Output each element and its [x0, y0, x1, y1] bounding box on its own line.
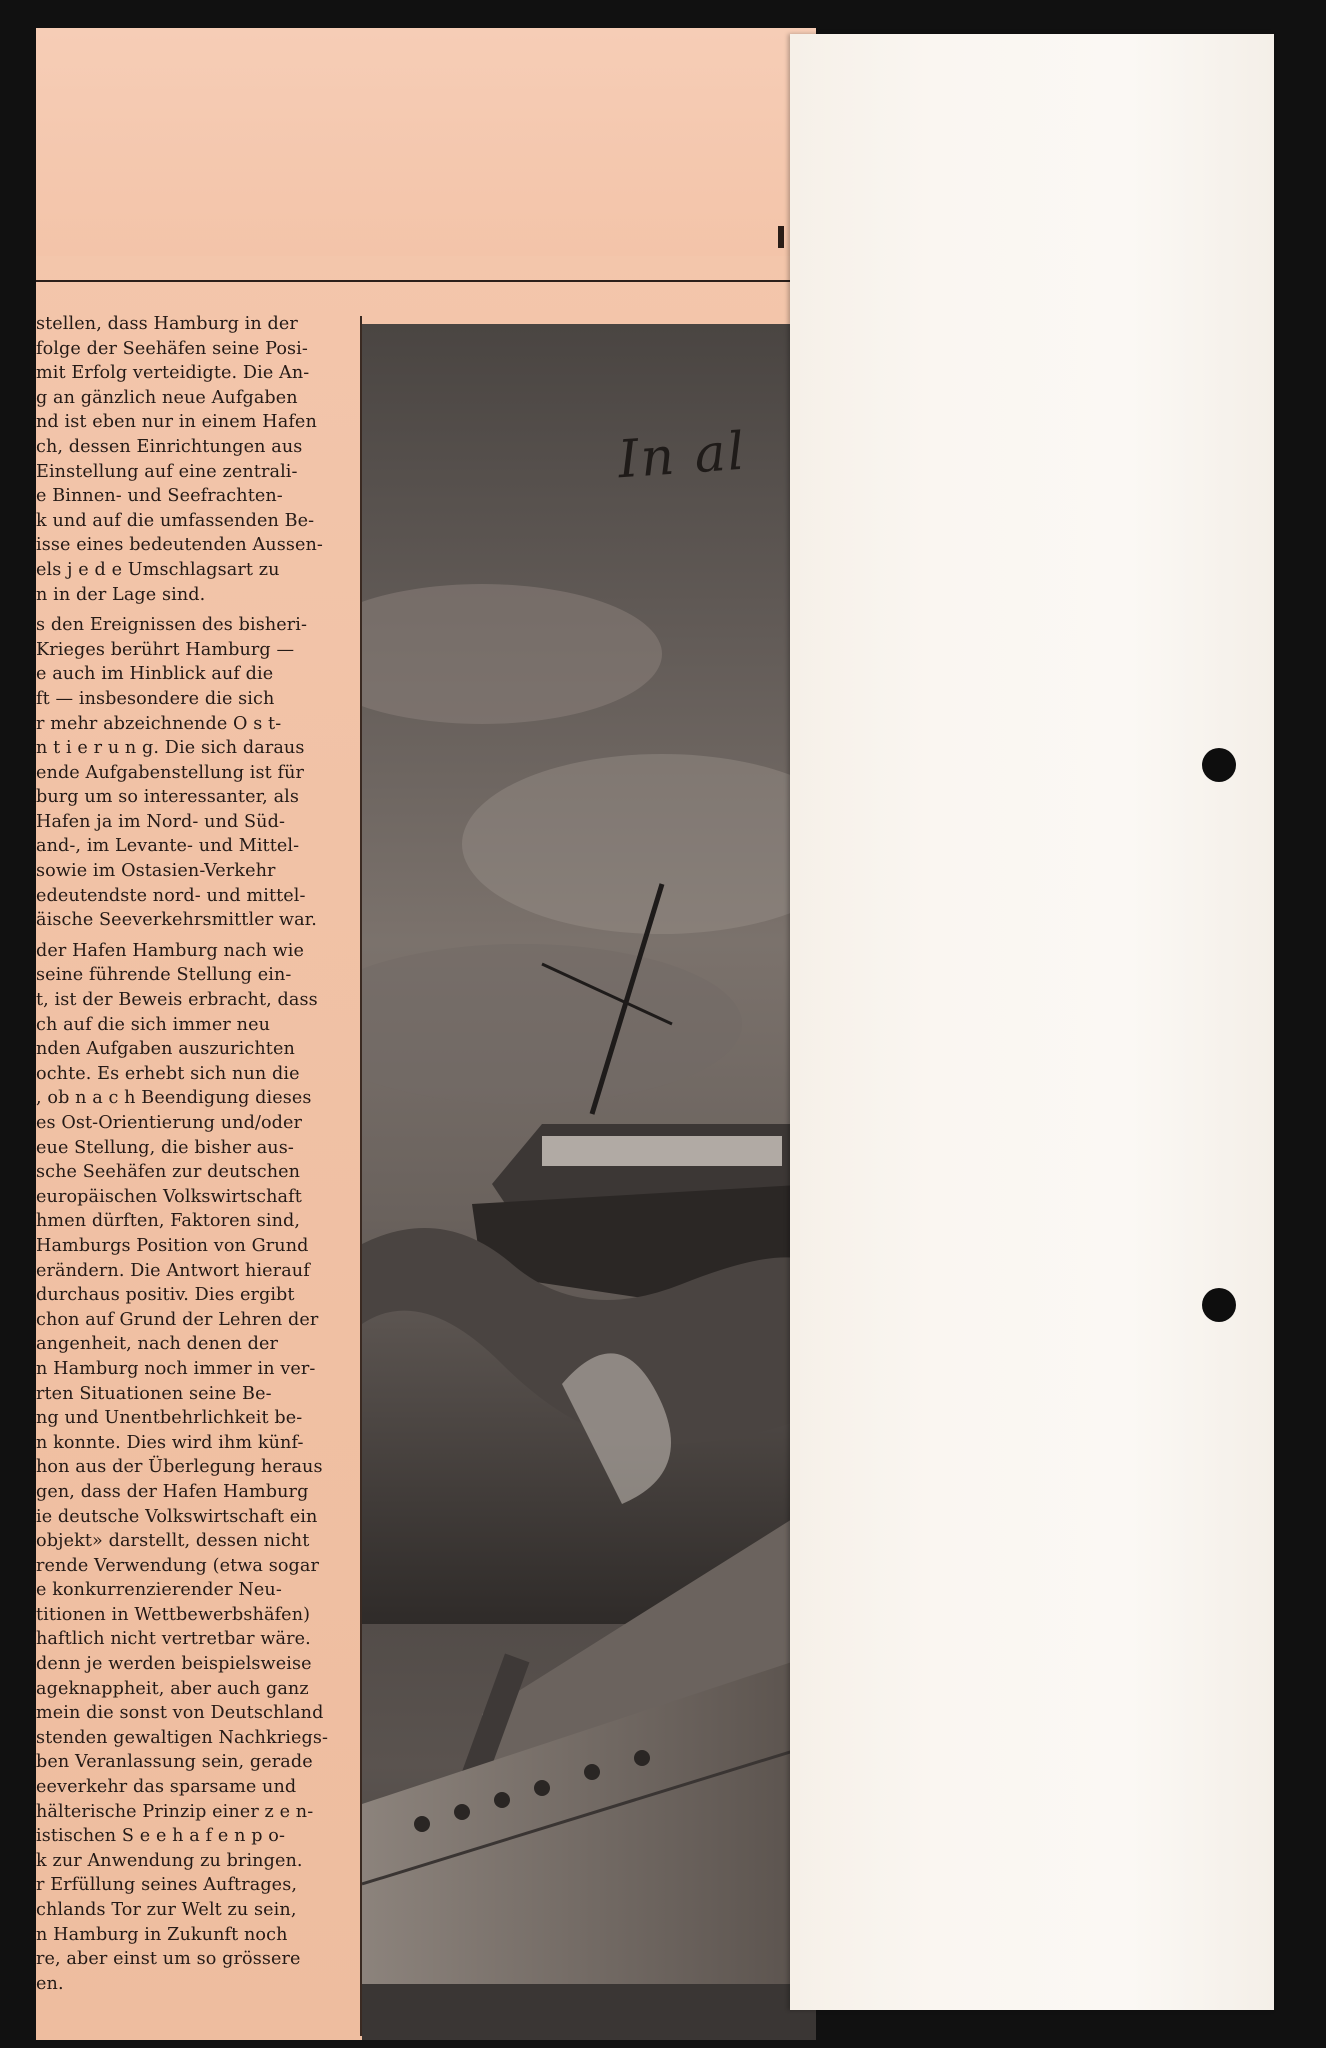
- article-line: nd ist eben nur in einem Hafen: [36, 412, 317, 433]
- article-line: hälterische Prinzip einer z e n-: [36, 1801, 314, 1822]
- article-line: objekt» darstellt, dessen nicht: [36, 1531, 310, 1552]
- article-line: istischen S e e h a f e n p o-: [36, 1826, 285, 1847]
- header-rule: [36, 280, 816, 282]
- article-line: , ob n a c h Beendigung dieses: [36, 1088, 312, 1109]
- punch-hole: [1202, 748, 1236, 782]
- article-line: rende Verwendung (etwa sogar: [36, 1555, 319, 1576]
- article-line: chlands Tor zur Welt zu sein,: [36, 1900, 297, 1920]
- article-line: stenden gewaltigen Nachkriegs-: [36, 1727, 328, 1748]
- article-line: durchaus positiv. Dies ergibt: [36, 1285, 295, 1306]
- article-line: denn je werden beispielsweise: [36, 1654, 312, 1675]
- article-line: e konkurrenzierender Neu-: [36, 1580, 282, 1601]
- article-line: ng und Unentbehrlichkeit be-: [36, 1408, 303, 1429]
- article-line: e auch im Hinblick auf die: [36, 664, 274, 685]
- article-line: ch, dessen Einrichtungen aus: [36, 436, 303, 457]
- cloud-shape: [362, 584, 662, 724]
- article-line: s den Ereignissen des bisheri-: [36, 615, 308, 636]
- article-line: r Erfüllung seines Auftrages,: [36, 1875, 298, 1896]
- article-line: nden Aufgaben auszurichten: [36, 1039, 295, 1060]
- article-line: n t i e r u n g. Die sich daraus: [36, 738, 305, 759]
- article-line: rten Situationen seine Be-: [36, 1383, 272, 1404]
- article-line: ie deutsche Volkswirtschaft ein: [36, 1506, 318, 1527]
- header-fragment-mark: [778, 226, 784, 248]
- article-line: e Binnen- und Seefrachten-: [36, 486, 283, 507]
- article-column: [36, 312, 354, 1996]
- article-line: Einstellung auf eine zentrali-: [36, 461, 298, 482]
- article-line: re, aber einst um so grössere: [36, 1949, 301, 1970]
- article-line: ben Veranlassung sein, gerade: [36, 1752, 313, 1773]
- article-line: k und auf die umfassenden Be-: [36, 510, 315, 531]
- article-line: hon aus der Überlegung heraus: [36, 1457, 323, 1478]
- article-line: sowie im Ostasien-Verkehr: [36, 861, 276, 882]
- cloud-shape: [462, 754, 816, 934]
- article-line: gen, dass der Hafen Hamburg: [36, 1481, 309, 1502]
- article-line: Hafen ja im Nord- und Süd-: [36, 811, 286, 832]
- article-line: ft — insbesondere die sich: [36, 688, 275, 709]
- article-line: es Ost-Orientierung und/oder: [36, 1113, 303, 1133]
- article-line: en.: [36, 1973, 64, 1994]
- article-line: isse eines bedeutenden Aussen-: [36, 535, 323, 556]
- article-line: g an gänzlich neue Aufgaben: [36, 387, 298, 408]
- article-line: t, ist der Beweis erbracht, dass: [36, 990, 318, 1011]
- article-line: äische Seeverkehrsmittler war.: [36, 910, 317, 931]
- article-line: mein die sonst von Deutschland: [36, 1703, 324, 1724]
- article-line: seine führende Stellung ein-: [36, 965, 292, 986]
- newspaper-clipping: [36, 28, 816, 2040]
- white-sheet-overlay: [790, 34, 1274, 2010]
- article-line: der Hafen Hamburg nach wie: [36, 940, 305, 961]
- article-line: burg um so interessanter, als: [36, 787, 300, 808]
- article-line: Hamburgs Position von Grund: [36, 1235, 309, 1256]
- article-line: edeutendste nord- und mittel-: [36, 885, 306, 906]
- article-line: and-, im Levante- und Mittel-: [36, 836, 300, 857]
- article-line: r mehr abzeichnende O s t-: [36, 713, 282, 734]
- article-line: angenheit, nach denen der: [36, 1334, 278, 1355]
- article-line: n in der Lage sind.: [36, 584, 206, 605]
- article-line: k zur Anwendung zu bringen.: [36, 1850, 303, 1871]
- article-line: chon auf Grund der Lehren der: [36, 1309, 319, 1330]
- article-line: folge der Seehäfen seine Posi-: [36, 338, 308, 359]
- clipping-header-band: [36, 28, 816, 256]
- article-line: hmen dürften, Faktoren sind,: [36, 1211, 301, 1232]
- article-line: haftlich nicht vertretbar wäre.: [36, 1629, 311, 1650]
- photo-script-caption: In al: [616, 421, 749, 491]
- ship-illustration: [362, 324, 816, 2040]
- article-line: n Hamburg noch immer in ver-: [36, 1358, 316, 1379]
- article-line: n Hamburg in Zukunft noch: [36, 1924, 288, 1945]
- ship-photograph: [362, 324, 816, 2040]
- article-line: ende Aufgabenstellung ist für: [36, 762, 305, 783]
- article-line: n konnte. Dies wird ihm künf-: [36, 1432, 304, 1453]
- article-line: ageknappheit, aber auch ganz: [36, 1678, 309, 1699]
- article-line: eue Stellung, die bisher aus-: [36, 1137, 294, 1158]
- article-line: ochte. Es erhebt sich nun die: [36, 1063, 300, 1084]
- article-line: europäischen Volkswirtschaft: [36, 1186, 302, 1207]
- article-line: ch auf die sich immer neu: [36, 1014, 271, 1035]
- article-line: mit Erfolg verteidigte. Die An-: [36, 363, 310, 384]
- sea-foreground: [362, 1984, 816, 2040]
- article-line: erändern. Die Antwort hierauf: [36, 1260, 310, 1281]
- article-line: els j e d e Umschlagsart zu: [36, 559, 280, 580]
- article-line: titionen in Wettbewerbshäfen): [36, 1604, 311, 1625]
- article-line: eeverkehr das sparsame und: [36, 1777, 297, 1798]
- article-line: stellen, dass Hamburg in der: [36, 314, 298, 334]
- article-line: Krieges berührt Hamburg —: [36, 639, 295, 660]
- ship-bridge-windows: [542, 1136, 782, 1166]
- article-line: sche Seehäfen zur deutschen: [36, 1162, 301, 1183]
- punch-hole: [1202, 1288, 1236, 1322]
